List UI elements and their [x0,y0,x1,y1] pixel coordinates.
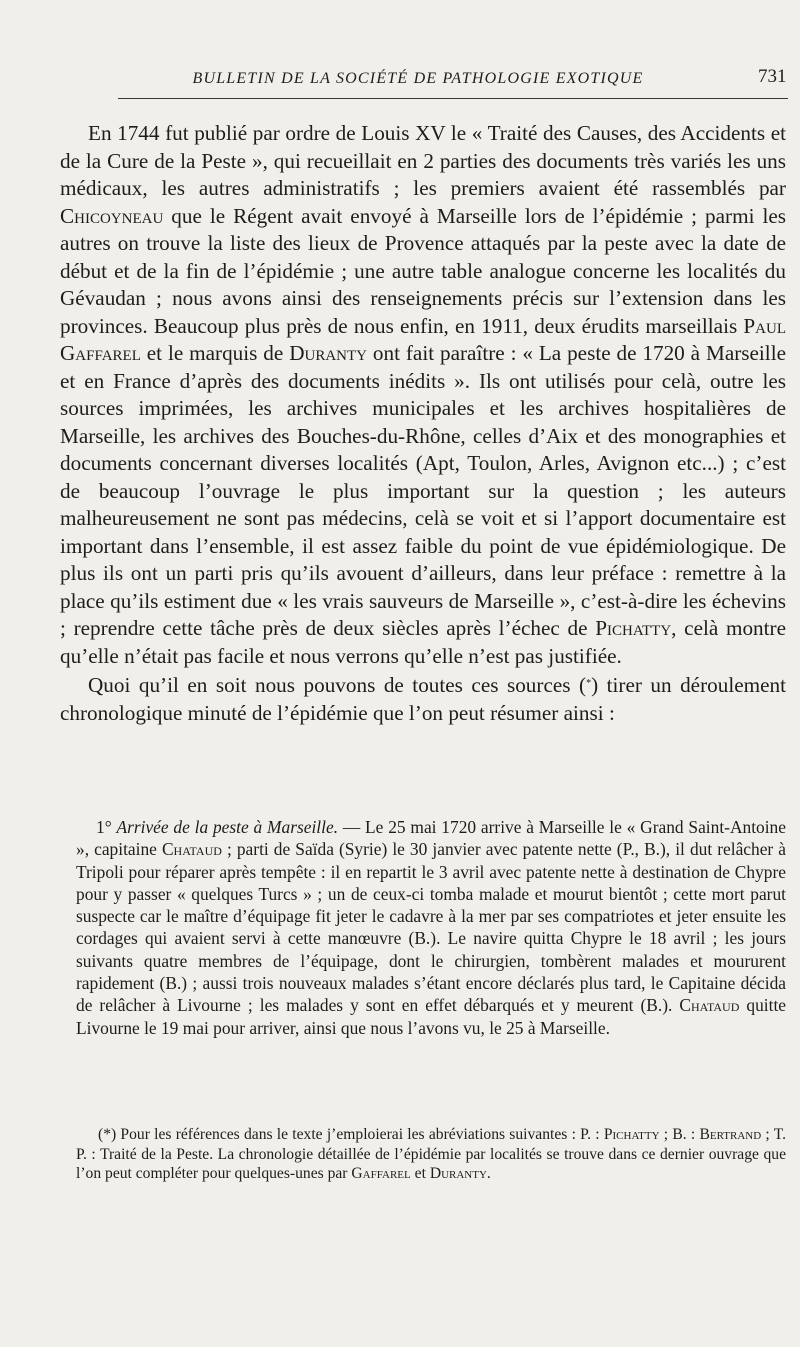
author-name: Pichatty [603,1126,660,1143]
author-name: Duranty [289,341,367,365]
author-name: Chataud [161,839,222,860]
main-text [60,120,786,727]
author-name: Gaffarel [351,1165,411,1182]
author-name: Pichatty [595,616,672,640]
paragraph-1: En 1744 fut publié par ordre de Louis XV le « Traité des Causes, des Accidents et de la Cure de la Peste », qui recueillait en 2 parties des documents très variés les uns médicaux, les autres administratifs ; les premiers avaient été rassemblés par Chicoyneau que le Régent avait envoyé à Marseille lors de l’épidémie ; parmi les autres on trouve la liste des lieux de Provence attaqués par la peste avec la date de début et de la fin de l’épidémie ; une autre table analogue concerne les localités du Gévaudan ; nous avons ainsi des renseignements précis sur l’extension dans les provinces. Beaucoup plus près de nous enfin, en 1911, deux érudits marseillais Paul Gaffarel et le marquis de Duranty ont fait paraître : « La peste de 1720 à Marseille et en France d’après des documents inédits ». Ils ont utilisés pour celà, outre les sources imprimées, les archives municipales et les archives hospitalières de Marseille, les archives des Bouches-du-Rhône, celles d’Aix et des monographies et documents concernant diverses localités (Apt, Toulon, Arles, Avignon etc...) ; c’est de beaucoup l’ouvrage le plus important sur la question ; les auteurs malheureusement ne sont pas médecins, celà se voit et si l’apport documentaire est important dans l’ensemble, il est assez faible du point de vue épidémiologique. De plus ils ont un parti pris qu’ils avouent d’ailleurs, dans leur préface : remettre à la place qu’ils estiment due « les vrais sauveurs de Marseille », c’est-à-dire les échevins ; reprendre cette tâche près de deux siècles après l’échec de Pichatty, celà montre qu’elle n’était pas facile et nous verrons qu’elle n’est pas justifiée. [60,121,786,668]
page-number: 731 [758,66,787,87]
section-number: 1° [96,817,112,837]
author-name: Chicoyneau [60,203,164,228]
footnote-paragraph: (*) Pour les références dans le texte j’emploierai les abréviations suivantes : P. : Pichatty ; B. : Bertrand ; T. P. : Traité de la Peste. La chronologie détaillée de l’épidémie par localités se trouve dans ce dernier ouvrage que l’on peut compléter pour quelques-unes par Gaffarel et Duranty. [76,1126,786,1182]
footnote [76,1125,786,1184]
author-name: Duranty [429,1165,487,1182]
author-name: Bertrand [699,1126,762,1143]
section-title: Arrivée de la peste à Marseille. [116,817,339,837]
author-name: Chataud [679,995,740,1016]
paragraph-2: Quoi qu’il en soit nous pouvons de toutes ces sources (*) tirer un déroulement chronologique minuté de l’épidémie que l’on peut résumer ainsi : [60,673,786,725]
author-name: Paul Gaffarel [60,313,786,365]
header-rule [118,98,788,99]
section-1 [76,816,786,1039]
running-head: BULLETIN DE LA SOCIÉTÉ DE PATHOLOGIE EXOTIQUE [192,70,644,87]
footnote-mark: * [586,678,592,689]
section-paragraph: 1° Arrivée de la peste à Marseille. — Le 25 mai 1720 arrive à Marseille le « Grand Saint-Antoine », capitaine Chataud ; parti de Saïda (Syrie) le 30 janvier avec patente nette (P., B.), il dut relâcher à Tripoli pour réparer après tempête : il en repartit le 3 avril avec patente nette à destination de Chypre pour y passer « quelques Turcs » ; un de ceux-ci tomba malade et mourut bientôt ; cette mort parut suspecte car le maître d’équipage fit jeter le cadavre à la mer par ses compatriotes et jeter ensuite les cordages qui avaient servi à cette manœuvre (B.). Le navire quitta Chypre le 18 avril ; les jours suivants quatre membres de l’équipage, dont le chirurgien, tombèrent malades et moururent rapidement (B.) ; aussi trois nouveaux malades s’étant encore déclarés plus tard, le Capitaine décida de relâcher à Livourne ; les malades y sont en effet débarqués et y meurent (B.). Chataud quitte Livourne le 19 mai pour arriver, ainsi que nous l’avons vu, le 25 à Marseille. [76,817,786,1038]
